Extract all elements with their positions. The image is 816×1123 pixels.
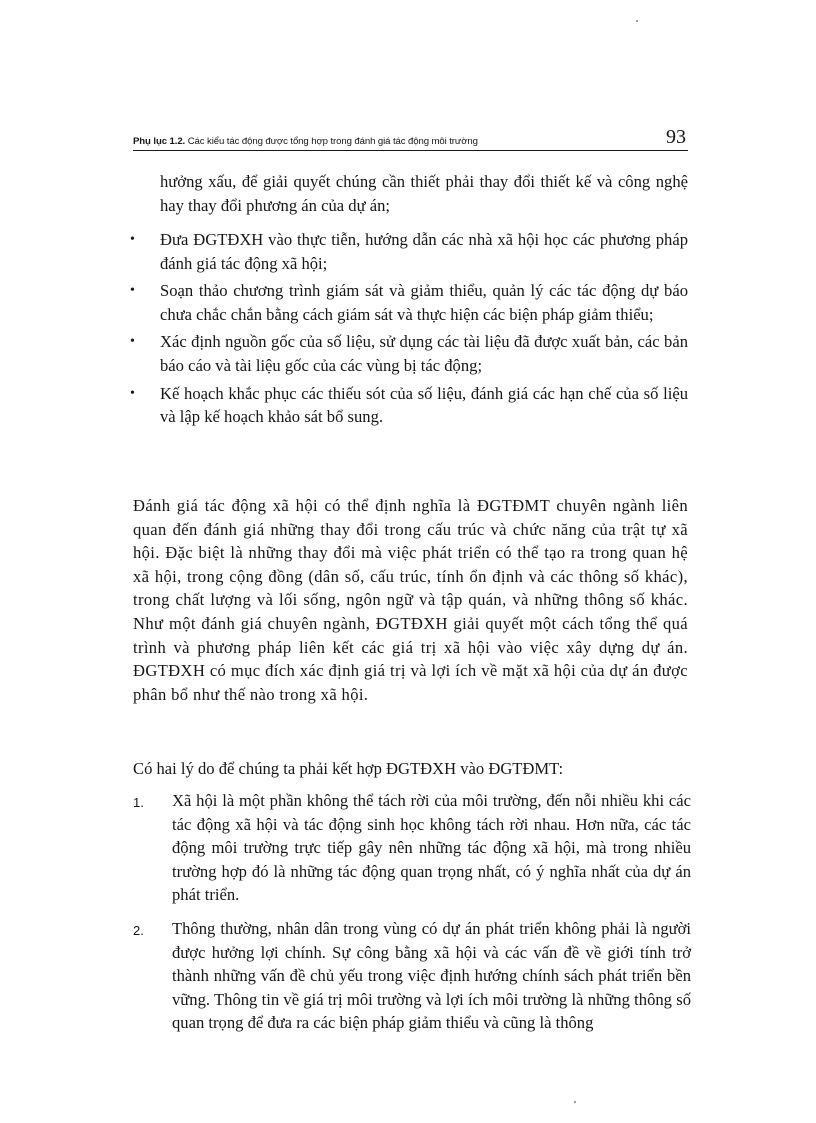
bullet-text: Soạn thảo chương trình giám sát và giảm thiểu, quản lý các tác động dự báo chưa chắc chắn bằng cách giám sát và thực hiện các biện pháp giảm thiểu;	[160, 281, 688, 324]
definition-paragraph: Đánh giá tác động xã hội có thể định nghĩa là ĐGTĐMT chuyên ngành liên quan đến đánh giá những thay đổi trong cấu trúc và chức năng của trật tự xã hội. Đặc biệt là những thay đổi mà việc phát triển có thể tạo ra trong quan hệ xã hội, trong cộng đồng (dân số, cấu trúc, tính ổn định và các thông số khác), trong chất lượng và lối sống, ngôn ngữ và tập quán, và những thông số khác. Như một đánh giá chuyên ngành, ĐGTĐXH giải quyết một cách tổng thể quá trình và phương pháp liên kết các giá trị xã hội vào việc xây dựng dự án. ĐGTĐXH có mục đích xác định giá trị và lợi ích về mặt xã hội của dự án được phân bổ như thế nào trong xã hội.	[133, 496, 688, 704]
header-lead: Phụ lục 1.2.	[133, 136, 186, 147]
bullet-text: Xác định nguồn gốc của số liệu, sử dụng các tài liệu đã được xuất bản, các bản báo cáo và tài liệu gốc của các vùng bị tác động;	[160, 332, 688, 375]
bullet-icon: •	[130, 334, 135, 350]
list-item	[133, 917, 691, 1035]
continuation-text: hưởng xấu, để giải quyết chúng cần thiết phải thay đổi thiết kế và công nghệ hay thay đổi phương án của dự án;	[160, 172, 688, 215]
intro-sentence: Có hai lý do để chúng ta phải kết hợp ĐGTĐXH vào ĐGTĐMT:	[133, 759, 564, 778]
bullet-icon: •	[130, 232, 135, 247]
header-text: Các kiểu tác động được tổng hợp trong đánh giá tác động môi trường	[187, 136, 478, 147]
scan-speck-bottom	[574, 1101, 576, 1103]
list-item	[133, 789, 691, 907]
bullet-icon: •	[130, 283, 135, 299]
list-item	[130, 330, 688, 377]
bullet-text: Đưa ĐGTĐXH vào thực tiễn, hướng dẫn các nhà xã hội học các phương pháp đánh giá tác động xã hội;	[160, 230, 688, 273]
item-number: 1.	[133, 795, 144, 810]
bullet-list	[130, 228, 688, 433]
numbered-list	[133, 789, 691, 1045]
list-item	[130, 279, 688, 326]
scan-speck-top	[636, 20, 638, 22]
page-number: 93	[666, 126, 686, 148]
list-item	[130, 382, 688, 429]
item-text: Xã hội là một phần không thể tách rời của môi trường, đến nỗi nhiều khi các tác động xã hội và tác động sinh học không tách rời nhau. Hơn nữa, các tác động môi trường trực tiếp gây nên những tác động xã hội, mà trong nhiều trường hợp đó là những tác động quan trọng nhất, có ý nghĩa nhất của dự án phát triển.	[172, 791, 691, 905]
item-text: Thông thường, nhân dân trong vùng có dự án phát triển không phải là người được hưởng lợi chính. Sự công bằng xã hội và các vấn đề về giới tính trở thành những vấn đề chủ yếu trong việc định hướng chính sách phát triển bền vững. Thông tin về giá trị môi trường và lợi ích môi trường là những thông số quan trọng để đưa ra các biện pháp giảm thiểu và cũng là thông	[172, 918, 691, 1033]
bullet-icon: •	[130, 385, 135, 401]
running-header	[133, 124, 688, 151]
bullet-text: Kế hoạch khắc phục các thiếu sót của số liệu, đánh giá các hạn chế của số liệu và lập kế hoạch khảo sát bổ sung.	[160, 383, 688, 427]
item-number: 2.	[133, 922, 144, 938]
header-title	[133, 136, 478, 147]
list-item	[130, 228, 688, 275]
